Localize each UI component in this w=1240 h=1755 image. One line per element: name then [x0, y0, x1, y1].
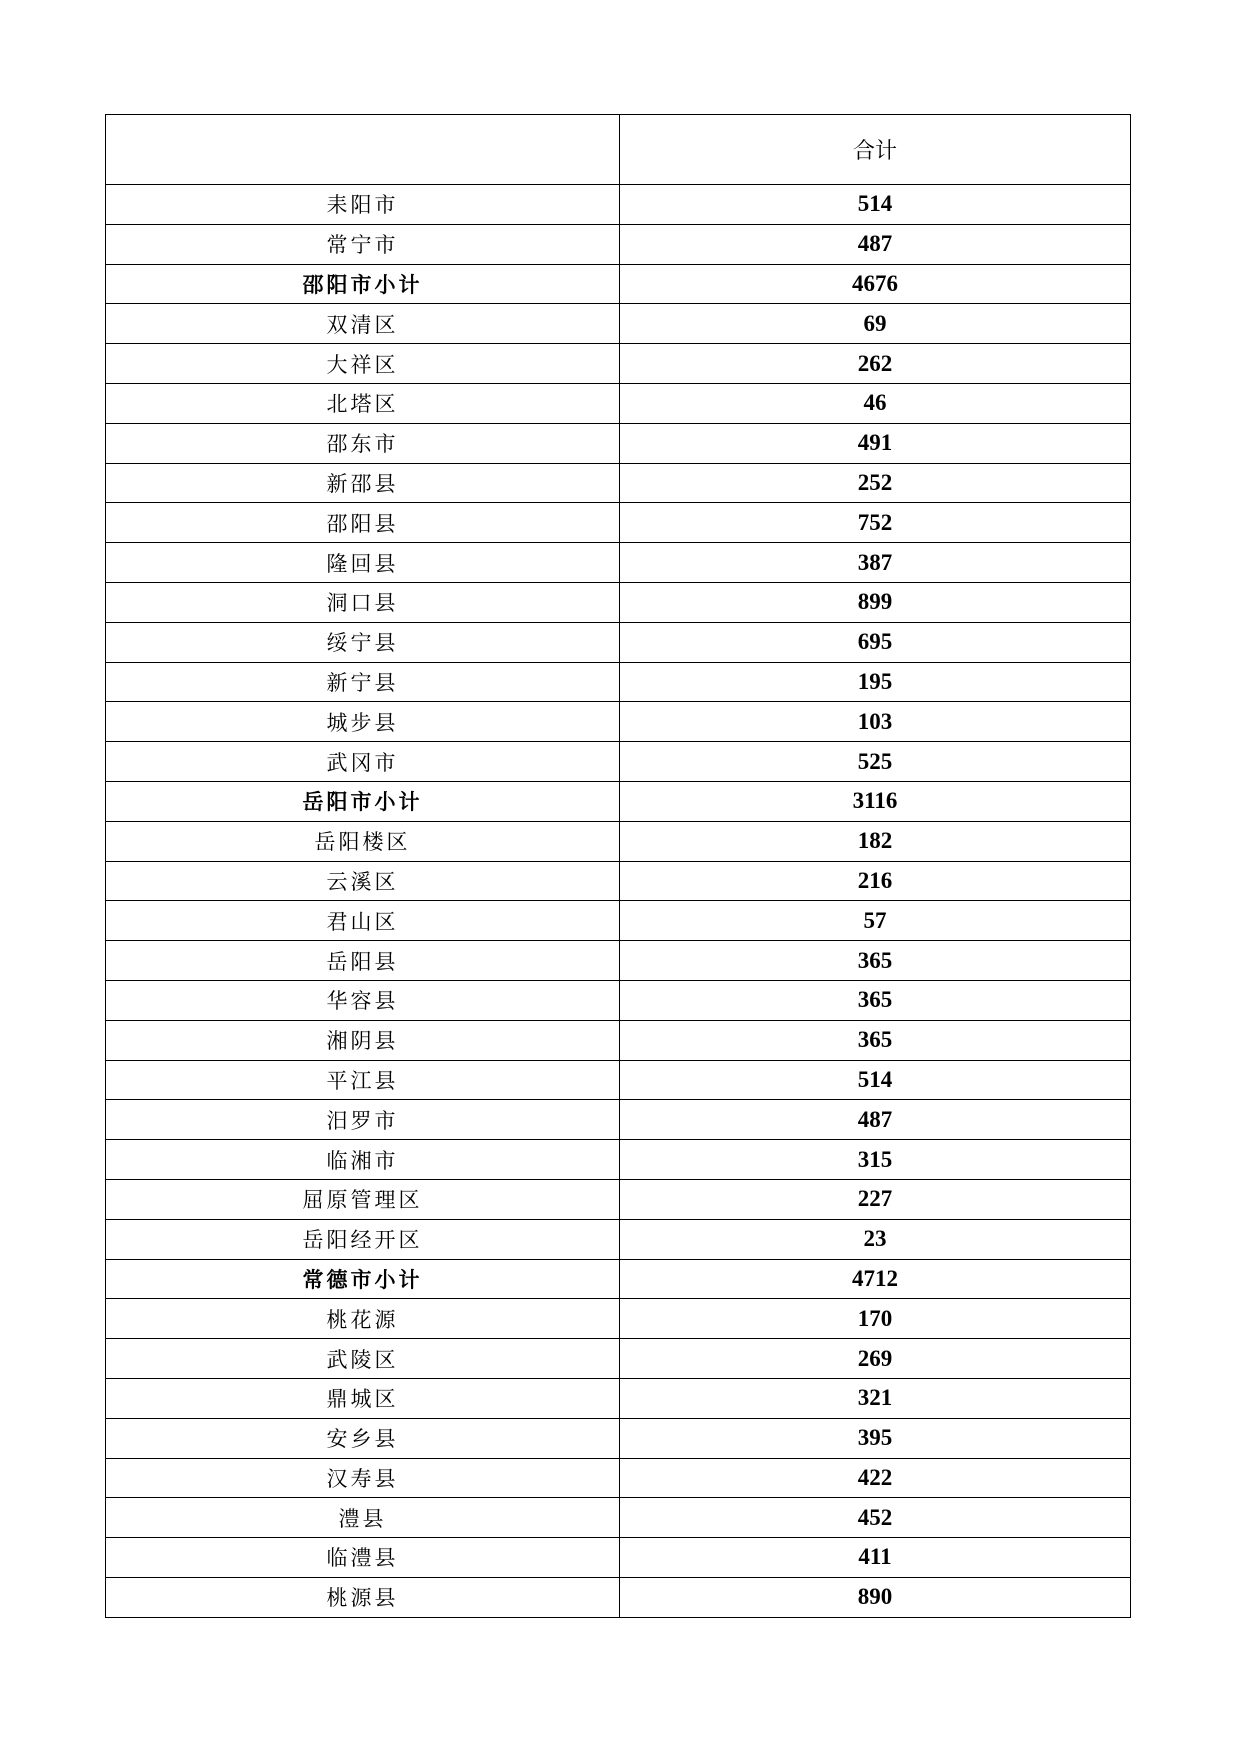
region-total: 487 [620, 1100, 1131, 1140]
region-total: 227 [620, 1179, 1131, 1219]
table-row [106, 1179, 1131, 1219]
subtotal-row [106, 1259, 1131, 1299]
region-name: 澧县 [106, 1498, 620, 1538]
region-total: 411 [620, 1538, 1131, 1578]
region-total: 4712 [620, 1259, 1131, 1299]
table-row [106, 1060, 1131, 1100]
table-row [106, 463, 1131, 503]
region-total: 46 [620, 383, 1131, 423]
region-total: 262 [620, 344, 1131, 384]
table-row [106, 543, 1131, 583]
table-row [106, 662, 1131, 702]
table-row [106, 503, 1131, 543]
region-total: 422 [620, 1458, 1131, 1498]
region-name: 邵阳县 [106, 503, 620, 543]
table-row [106, 941, 1131, 981]
region-name: 邵东市 [106, 423, 620, 463]
region-name: 城步县 [106, 702, 620, 742]
table-row [106, 383, 1131, 423]
region-total: 365 [620, 941, 1131, 981]
subtotal-row [106, 781, 1131, 821]
region-total: 487 [620, 224, 1131, 264]
region-name: 北塔区 [106, 383, 620, 423]
region-total: 514 [620, 185, 1131, 225]
region-total: 321 [620, 1378, 1131, 1418]
region-total: 103 [620, 702, 1131, 742]
region-total: 365 [620, 1020, 1131, 1060]
region-total: 315 [620, 1140, 1131, 1180]
region-total: 182 [620, 821, 1131, 861]
table-row [106, 423, 1131, 463]
region-total: 387 [620, 543, 1131, 583]
region-name: 临湘市 [106, 1140, 620, 1180]
region-total: 752 [620, 503, 1131, 543]
region-name: 君山区 [106, 901, 620, 941]
table-row [106, 622, 1131, 662]
table-row [106, 1219, 1131, 1259]
region-total: 452 [620, 1498, 1131, 1538]
region-total: 525 [620, 742, 1131, 782]
region-name: 临澧县 [106, 1538, 620, 1578]
region-name: 大祥区 [106, 344, 620, 384]
table-row [106, 1458, 1131, 1498]
region-total: 365 [620, 980, 1131, 1020]
table-row [106, 1378, 1131, 1418]
region-total: 23 [620, 1219, 1131, 1259]
region-name: 安乡县 [106, 1418, 620, 1458]
region-total: 69 [620, 304, 1131, 344]
table-row [106, 861, 1131, 901]
region-total: 216 [620, 861, 1131, 901]
table-row [106, 821, 1131, 861]
table-row [106, 582, 1131, 622]
region-name: 屈原管理区 [106, 1179, 620, 1219]
table-row [106, 1140, 1131, 1180]
table-row [106, 742, 1131, 782]
region-name: 隆回县 [106, 543, 620, 583]
region-name: 洞口县 [106, 582, 620, 622]
region-name: 鼎城区 [106, 1378, 620, 1418]
region-name: 邵阳市小计 [106, 264, 620, 304]
region-total: 170 [620, 1299, 1131, 1339]
table-row [106, 1339, 1131, 1379]
region-total: 890 [620, 1577, 1131, 1617]
table-row [106, 702, 1131, 742]
region-name: 双清区 [106, 304, 620, 344]
region-total: 4676 [620, 264, 1131, 304]
region-name: 常德市小计 [106, 1259, 620, 1299]
region-total: 269 [620, 1339, 1131, 1379]
region-total: 395 [620, 1418, 1131, 1458]
table-row [106, 185, 1131, 225]
table-row [106, 224, 1131, 264]
region-name: 汨罗市 [106, 1100, 620, 1140]
table-row [106, 1100, 1131, 1140]
region-total: 899 [620, 582, 1131, 622]
region-name: 新邵县 [106, 463, 620, 503]
table-row [106, 1020, 1131, 1060]
region-total: 695 [620, 622, 1131, 662]
region-total: 57 [620, 901, 1131, 941]
region-total: 514 [620, 1060, 1131, 1100]
region-name: 桃花源 [106, 1299, 620, 1339]
table-row [106, 1299, 1131, 1339]
region-name: 新宁县 [106, 662, 620, 702]
table-row [106, 1418, 1131, 1458]
region-name: 绥宁县 [106, 622, 620, 662]
region-name: 武陵区 [106, 1339, 620, 1379]
region-name: 汉寿县 [106, 1458, 620, 1498]
region-name: 华容县 [106, 980, 620, 1020]
region-name: 岳阳县 [106, 941, 620, 981]
table-row [106, 344, 1131, 384]
region-name: 岳阳经开区 [106, 1219, 620, 1259]
region-name: 武冈市 [106, 742, 620, 782]
header-region [106, 115, 620, 185]
subtotal-row [106, 264, 1131, 304]
region-name: 岳阳楼区 [106, 821, 620, 861]
region-name: 湘阴县 [106, 1020, 620, 1060]
table-row [106, 1577, 1131, 1617]
region-name: 常宁市 [106, 224, 620, 264]
table-row [106, 901, 1131, 941]
table-row [106, 980, 1131, 1020]
region-name: 云溪区 [106, 861, 620, 901]
table-row [106, 1498, 1131, 1538]
region-total: 3116 [620, 781, 1131, 821]
region-name: 桃源县 [106, 1577, 620, 1617]
region-name: 岳阳市小计 [106, 781, 620, 821]
region-name: 耒阳市 [106, 185, 620, 225]
table-row [106, 1538, 1131, 1578]
region-total: 252 [620, 463, 1131, 503]
region-name: 平江县 [106, 1060, 620, 1100]
region-total: 491 [620, 423, 1131, 463]
table-row [106, 304, 1131, 344]
table-header-row [106, 115, 1131, 185]
data-table [105, 114, 1131, 1618]
header-total: 合计 [620, 115, 1131, 185]
region-total: 195 [620, 662, 1131, 702]
